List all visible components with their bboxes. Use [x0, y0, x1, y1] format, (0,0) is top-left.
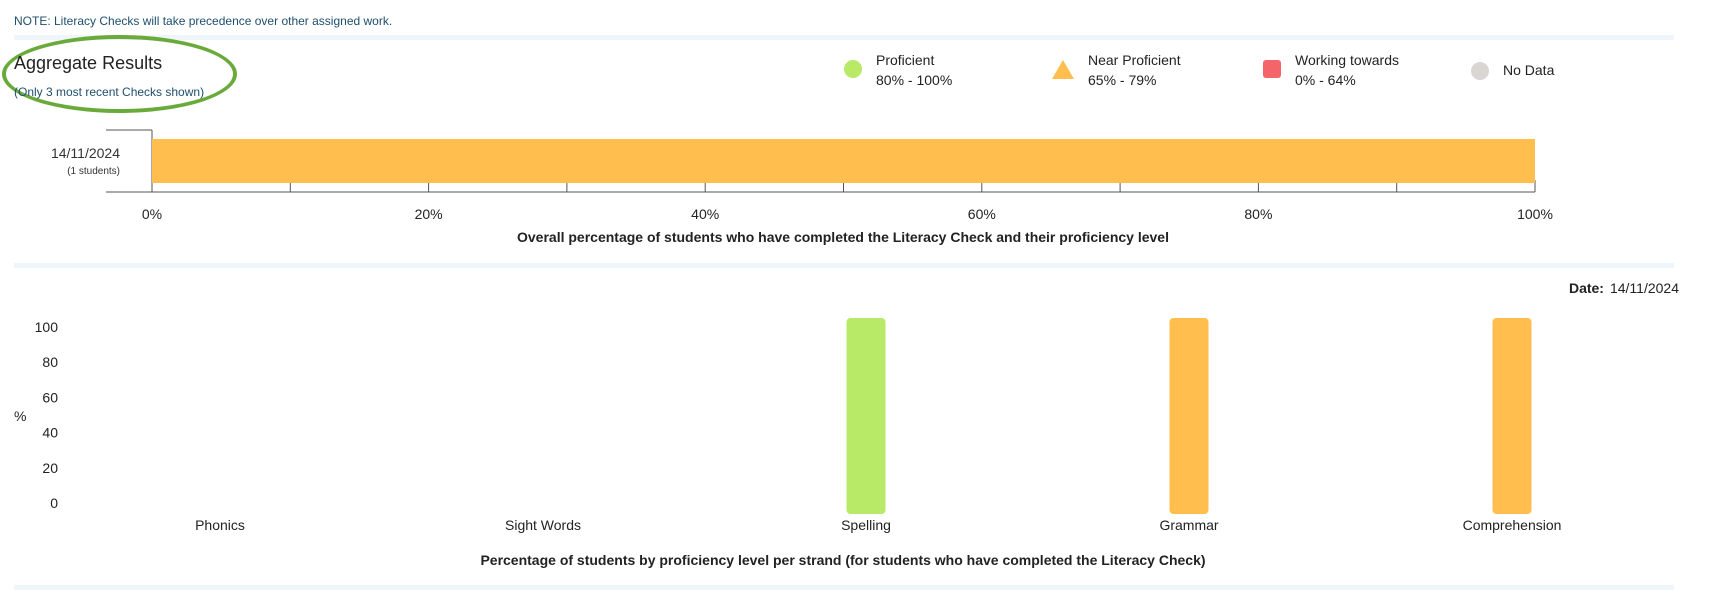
literacy-check-note: NOTE: Literacy Checks will take precedence over other assigned work.	[14, 14, 393, 28]
x-tick-label: 80%	[1244, 206, 1273, 222]
section-divider	[14, 585, 1674, 590]
x-tick-label: 0%	[141, 206, 163, 222]
page-title: Aggregate Results	[14, 53, 163, 73]
bar-near-proficient	[152, 139, 1535, 183]
section-divider	[14, 35, 1674, 40]
legend-label: Proficient	[876, 52, 935, 68]
y-axis-label: %	[14, 408, 27, 424]
y-tick-label: 20	[42, 459, 58, 476]
category-date-label: 14/11/2024	[50, 145, 120, 161]
y-tick-label: 40	[42, 424, 58, 441]
legend-item-proficient	[844, 50, 952, 90]
x-tick-label: 100%	[1517, 206, 1553, 222]
strand-bar-comprehension	[1493, 318, 1532, 514]
legend-label: Working towards	[1295, 52, 1400, 68]
near-proficient-triangle-icon	[1052, 60, 1074, 79]
strand-label: Sight Words	[505, 517, 581, 533]
y-tick-label: 60	[42, 389, 58, 406]
strand-chart-caption: Percentage of students by proficiency level per strand (for students who have completed the Literacy Check)	[480, 552, 1206, 568]
strand-date-value: 14/11/2024	[1609, 280, 1679, 296]
x-axis-caption: Overall percentage of students who have completed the Literacy Check and their proficiency level	[517, 229, 1169, 245]
strand-label: Grammar	[1159, 517, 1219, 533]
y-tick-label: 0	[50, 495, 58, 511]
category-count-label: (1 students)	[67, 166, 120, 177]
strand-bar-grammar	[1170, 318, 1209, 514]
working-towards-square-icon	[1263, 60, 1281, 78]
strand-date-label: Date:	[1568, 280, 1604, 296]
proficient-circle-icon	[844, 60, 862, 78]
y-tick-label: 100	[34, 319, 58, 335]
y-tick-label: 80	[42, 354, 58, 371]
strand-label: Spelling	[841, 517, 891, 533]
page-subtitle: (Only 3 most recent Checks shown)	[14, 85, 205, 99]
section-divider	[14, 263, 1674, 268]
legend-item-near-proficient	[1052, 50, 1181, 90]
highlight-ellipse	[2, 35, 237, 113]
legend-item-no-data	[1471, 60, 1554, 80]
strand-date	[1569, 280, 1679, 296]
x-tick-label: 60%	[967, 206, 996, 222]
legend-label: No Data	[1503, 62, 1555, 78]
legend-item-working-towards	[1263, 50, 1399, 90]
no-data-circle-icon	[1471, 62, 1489, 80]
x-tick-label: 20%	[414, 206, 443, 222]
legend-range: 80% - 100%	[876, 72, 953, 88]
overall-proficiency-chart	[0, 110, 1711, 250]
strand-label: Phonics	[195, 517, 245, 533]
legend-range: 0% - 64%	[1295, 72, 1356, 88]
strand-proficiency-chart	[0, 300, 1711, 580]
strand-bar-spelling	[847, 318, 886, 514]
legend-label: Near Proficient	[1088, 52, 1181, 68]
x-tick-label: 40%	[691, 206, 720, 222]
legend-range: 65% - 79%	[1088, 72, 1157, 88]
strand-label: Comprehension	[1462, 517, 1562, 533]
